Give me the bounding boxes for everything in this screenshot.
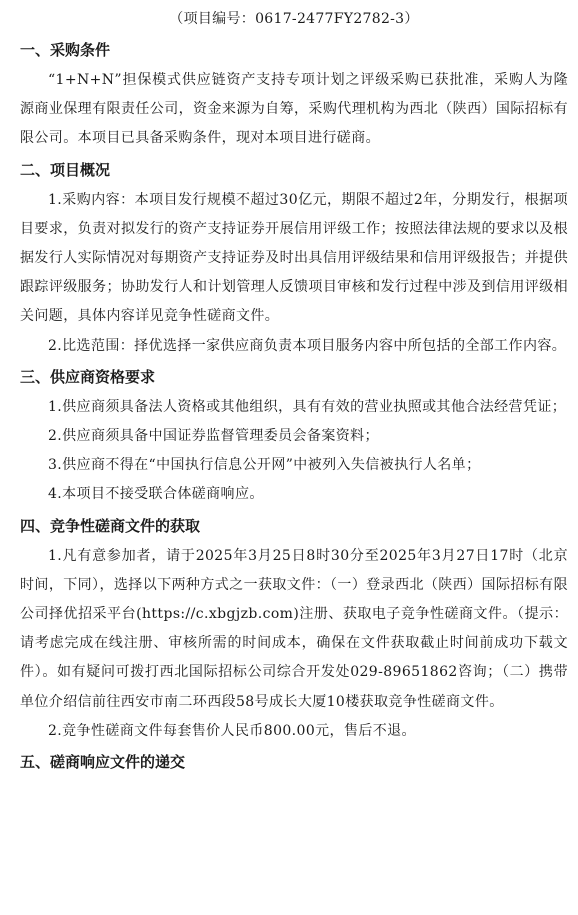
section-heading: 一、采购条件 — [20, 41, 111, 59]
section-supplier-qualifications — [20, 363, 568, 510]
paragraph: 2.竞争性磋商文件每套售价人民币800.00元，售后不退。 — [48, 722, 416, 739]
paragraph: 1.供应商须具备法人资格或其他组织，具有有效的营业执照或其他合法经营凭证； — [48, 398, 567, 415]
paragraph: 4.本项目不接受联合体磋商响应。 — [48, 486, 264, 503]
section-heading: 三、供应商资格要求 — [20, 367, 156, 386]
paragraph: 2.供应商须具备中国证券监督管理委员会备案资料； — [48, 428, 379, 445]
project-number: （项目编号：0617-2477FY2782-3） — [169, 11, 419, 27]
paragraph: 3.供应商不得在“中国执行信息公开网”中被列入失信被执行人名单； — [48, 457, 481, 474]
paragraph: “1+N+N”担保模式供应链资产支持专项计划之评级采购已获批准，采购人为隆源商业保理有限责任公司，资金来源为自筹，采购代理机构为西北（陕西）国际招标有限公司。本项目已具备采购条件，现对本项目进行磋商。 — [20, 72, 568, 147]
paragraph: 2.比选范围：择优选择一家供应商负责本项目服务内容中所包括的全部工作内容。 — [48, 337, 567, 354]
section-response-submission — [20, 748, 568, 776]
section-procurement-conditions — [20, 36, 568, 154]
section-project-overview — [20, 156, 568, 361]
paragraph: 1.采购内容：本项目发行规模不超过30亿元，期限不超过2年，分期发行，根据项目要求，负责对拟发行的资产支持证券开展信用评级工作；按照法律法规的要求以及根据发行人实际情况对每期资产支持证券及时出具信用评级结果和信用评级报告；并提供跟踪评级服务；协助发行人和计划管理人反馈项目审核和发行过程中涉及到信用评级相关问题，具体内容详见竞争性磋商文件。 — [20, 191, 568, 325]
section-heading: 二、项目概况 — [20, 160, 111, 179]
section-document-acquisition — [20, 512, 568, 746]
paragraph: 1.凡有意参加者，请于2025年3月25日8时30分至2025年3月27日17时（北京时间，下同），选择以下两种方式之一获取文件：（一）登录西北（陕西）国际招标有限公司择优招采平台(https://c.xbgjzb.com)注册、获取电子竞争性磋商文件。（提示：请考虑完成在线注册、审核所需的时间成本，确保在文件获取截止时间前成功下载文件）。如有疑问可拨打西北国际招标公司综合开发处029-89651862咨询；（二）携带单位介绍信前往西安市南二环西段58号成长大厦10楼获取竞争性磋商文件。 — [20, 547, 568, 710]
section-heading: 四、竞争性磋商文件的获取 — [20, 516, 201, 535]
section-heading: 五、磋商响应文件的递交 — [20, 753, 186, 772]
